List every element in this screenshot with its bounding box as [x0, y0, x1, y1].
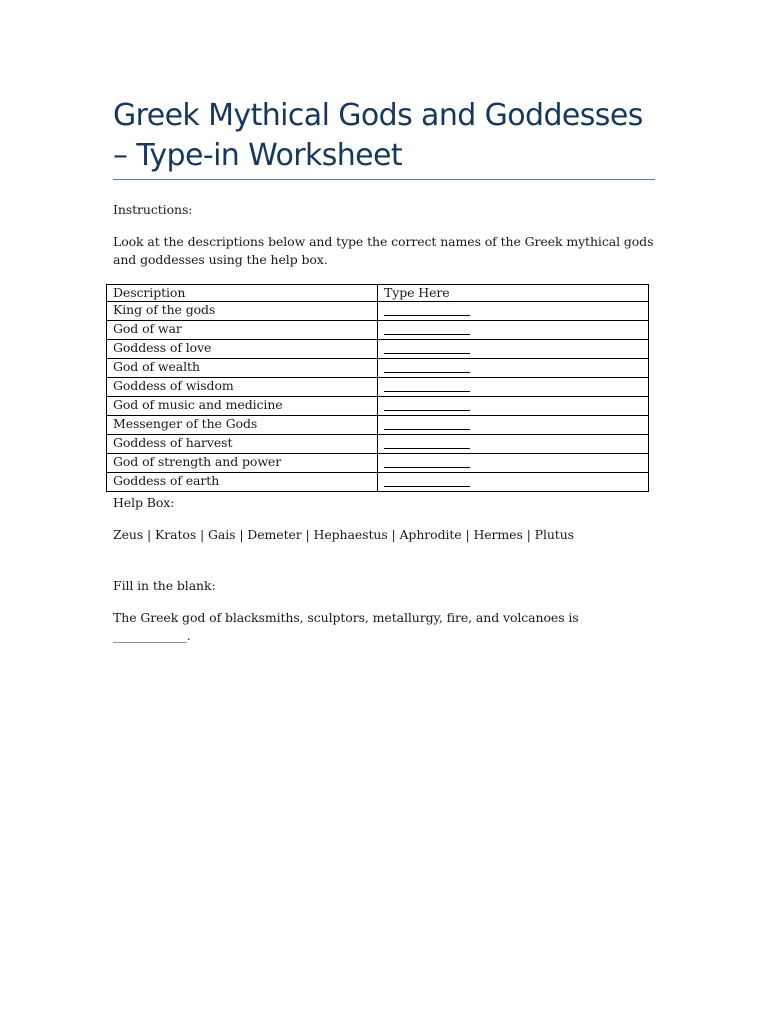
- table-header-row: [107, 285, 649, 302]
- table-row: [107, 416, 649, 435]
- row-description: God of wealth: [107, 359, 378, 378]
- header-description: Description: [107, 285, 378, 302]
- row-description: God of war: [107, 321, 378, 340]
- answer-cell[interactable]: [378, 454, 649, 473]
- fill-in-heading: Fill in the blank:: [113, 578, 216, 593]
- answer-cell[interactable]: [378, 416, 649, 435]
- answer-blank[interactable]: [384, 378, 470, 392]
- gods-table: [106, 284, 649, 492]
- table-row: [107, 435, 649, 454]
- answer-blank[interactable]: [384, 340, 470, 354]
- row-description: Goddess of wisdom: [107, 378, 378, 397]
- answer-blank[interactable]: [384, 359, 470, 373]
- answer-cell[interactable]: [378, 378, 649, 397]
- table-row: [107, 473, 649, 492]
- instructions-text: Look at the descriptions below and type the correct names of the Greek mythical gods and goddesses using the help box.: [113, 234, 654, 267]
- answer-cell[interactable]: [378, 435, 649, 454]
- page-title: Greek Mythical Gods and Goddesses – Type-in Worksheet: [113, 98, 643, 173]
- row-description: Messenger of the Gods: [107, 416, 378, 435]
- row-description: Goddess of love: [107, 340, 378, 359]
- help-box-heading: Help Box:: [113, 495, 175, 510]
- table-row: [107, 454, 649, 473]
- table-row: [107, 302, 649, 321]
- answer-cell[interactable]: [378, 473, 649, 492]
- answer-blank[interactable]: [384, 321, 470, 335]
- answer-cell[interactable]: [378, 340, 649, 359]
- answer-blank[interactable]: [384, 302, 470, 316]
- answer-blank[interactable]: [384, 473, 470, 487]
- title-underline: [113, 179, 655, 180]
- answer-cell[interactable]: [378, 321, 649, 340]
- table-row: [107, 321, 649, 340]
- help-box-names: Zeus | Kratos | Gais | Demeter | Hephaestus | Aphrodite | Hermes | Plutus: [113, 527, 574, 542]
- table-row: [107, 359, 649, 378]
- answer-blank[interactable]: [384, 454, 470, 468]
- answer-blank[interactable]: [384, 435, 470, 449]
- row-description: Goddess of harvest: [107, 435, 378, 454]
- answer-blank[interactable]: [384, 416, 470, 430]
- answer-cell[interactable]: [378, 397, 649, 416]
- table-row: [107, 378, 649, 397]
- answer-cell[interactable]: [378, 302, 649, 321]
- answer-cell[interactable]: [378, 359, 649, 378]
- row-description: God of music and medicine: [107, 397, 378, 416]
- table-row: [107, 340, 649, 359]
- row-description: Goddess of earth: [107, 473, 378, 492]
- table-row: [107, 397, 649, 416]
- header-type-here: Type Here: [378, 285, 649, 302]
- row-description: God of strength and power: [107, 454, 378, 473]
- answer-blank[interactable]: [384, 397, 470, 411]
- fill-in-sentence[interactable]: The Greek god of blacksmiths, sculptors, metallurgy, fire, and volcanoes is ____________.: [113, 610, 579, 643]
- instructions-heading: Instructions:: [113, 202, 193, 217]
- row-description: King of the gods: [107, 302, 378, 321]
